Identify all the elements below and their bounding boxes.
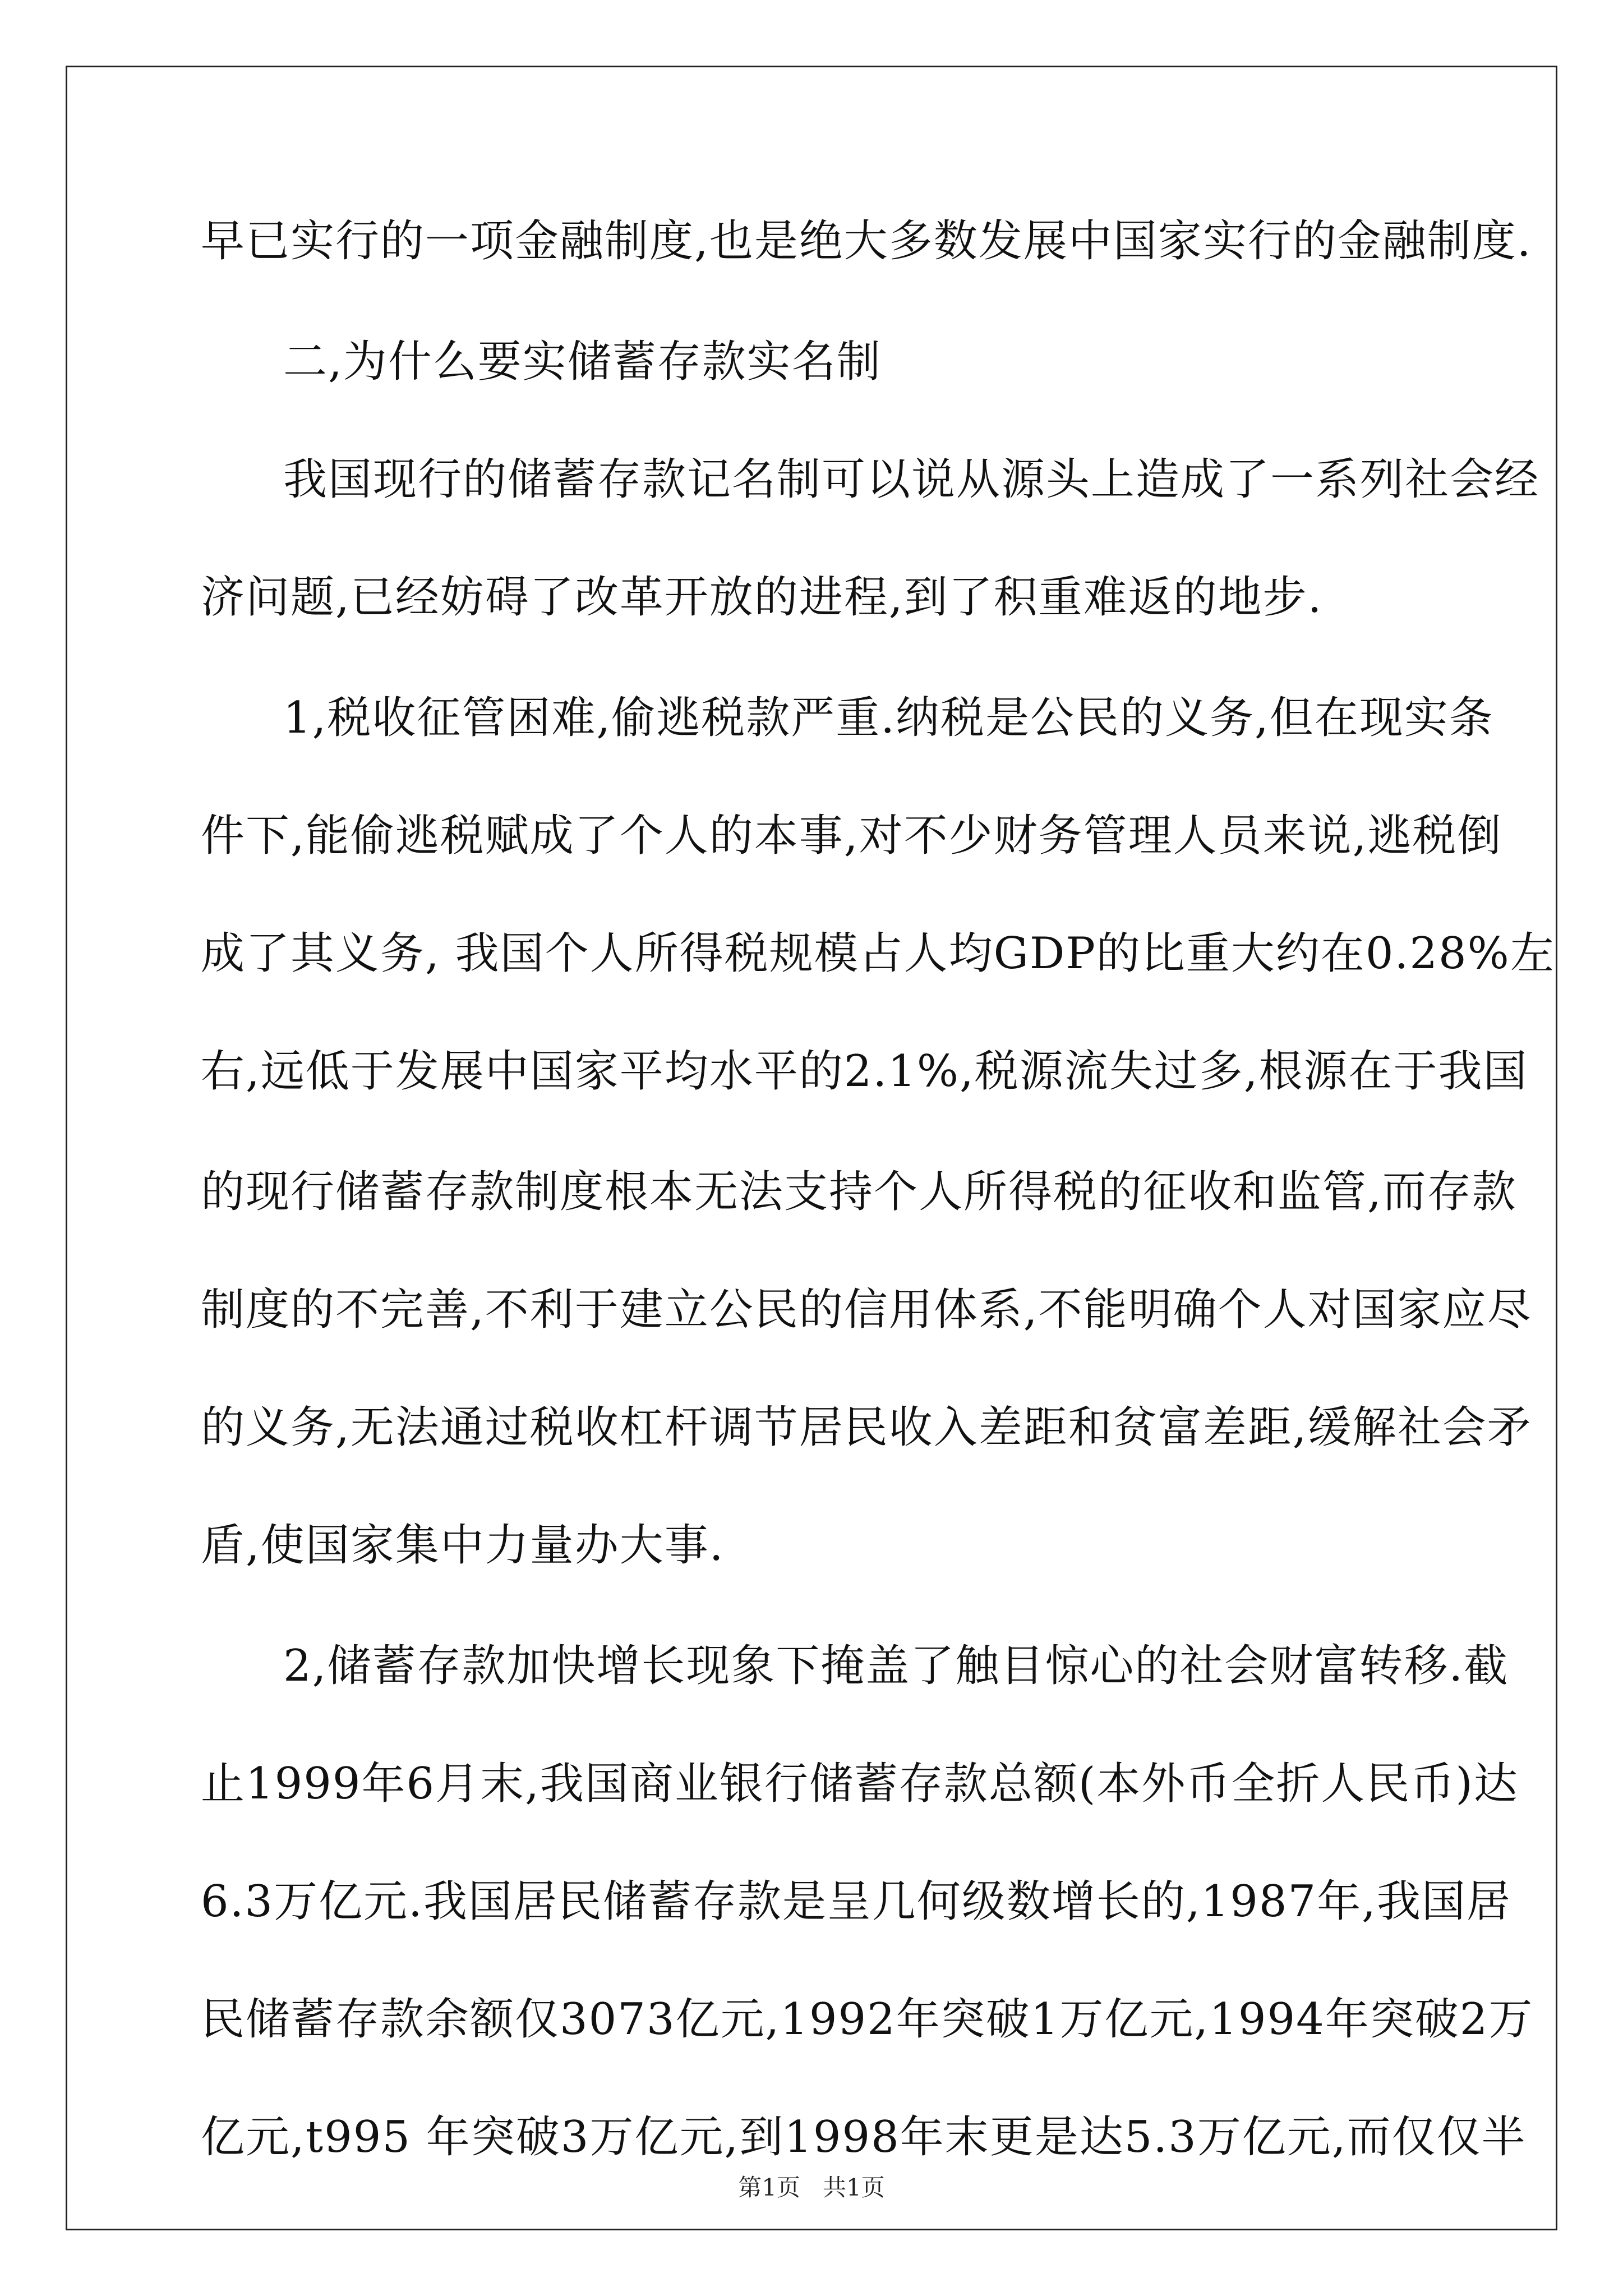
text-line: 的现行储蓄存款制度根本无法支持个人所得税的征收和监管,而存款 (201, 1167, 1517, 1217)
text-line: 亿元,t995 年突破3万亿元,到1998年末更是达5.3万亿元,而仅仅半 (201, 2112, 1527, 2162)
text-line: 民储蓄存款余额仅3073亿元,1992年突破1万亿元,1994年突破2万 (201, 1994, 1534, 2045)
text-line: 济问题,已经妨碍了改革开放的进程,到了积重难返的地步. (201, 572, 1323, 623)
text-line: 成了其义务, 我国个人所得税规模占人均GDP的比重大约在0.28%左 (201, 928, 1555, 979)
text-line: 1,税收征管困难,偷逃税款严重.纳税是公民的义务,但在现实条 (283, 693, 1494, 743)
text-line: 右,远低于发展中国家平均水平的2.1%,税源流失过多,根源在于我国 (201, 1046, 1528, 1097)
text-line: 早已实行的一项金融制度,也是绝大多数发展中国家实行的金融制度. (201, 216, 1532, 266)
text-line: 的义务,无法通过税收杠杆调节居民收入差距和贫富差距,缓解社会矛 (201, 1402, 1532, 1453)
text-line: 2,储蓄存款加快增长现象下掩盖了触目惊心的社会财富转移.截 (283, 1641, 1509, 1691)
page-number-footer: 第1页 共1页 (738, 2174, 885, 2201)
text-line: 6.3万亿元.我国居民储蓄存款是呈几何级数增长的,1987年,我国居 (201, 1876, 1511, 1927)
text-line: 止1999年6月末,我国商业银行储蓄存款总额(本外币全折人民币)达 (201, 1759, 1519, 1809)
text-line: 我国现行的储蓄存款记名制可以说从源头上造成了一系列社会经 (283, 454, 1540, 505)
text-line: 件下,能偷逃税赋成了个人的本事,对不少财务管理人员来说,逃税倒 (201, 811, 1502, 861)
text-line: 盾,使国家集中力量办大事. (201, 1520, 725, 1571)
text-line: 制度的不完善,不利于建立公民的信用体系,不能明确个人对国家应尽 (201, 1285, 1532, 1335)
section-heading: 二,为什么要实储蓄存款实名制 (283, 337, 882, 387)
